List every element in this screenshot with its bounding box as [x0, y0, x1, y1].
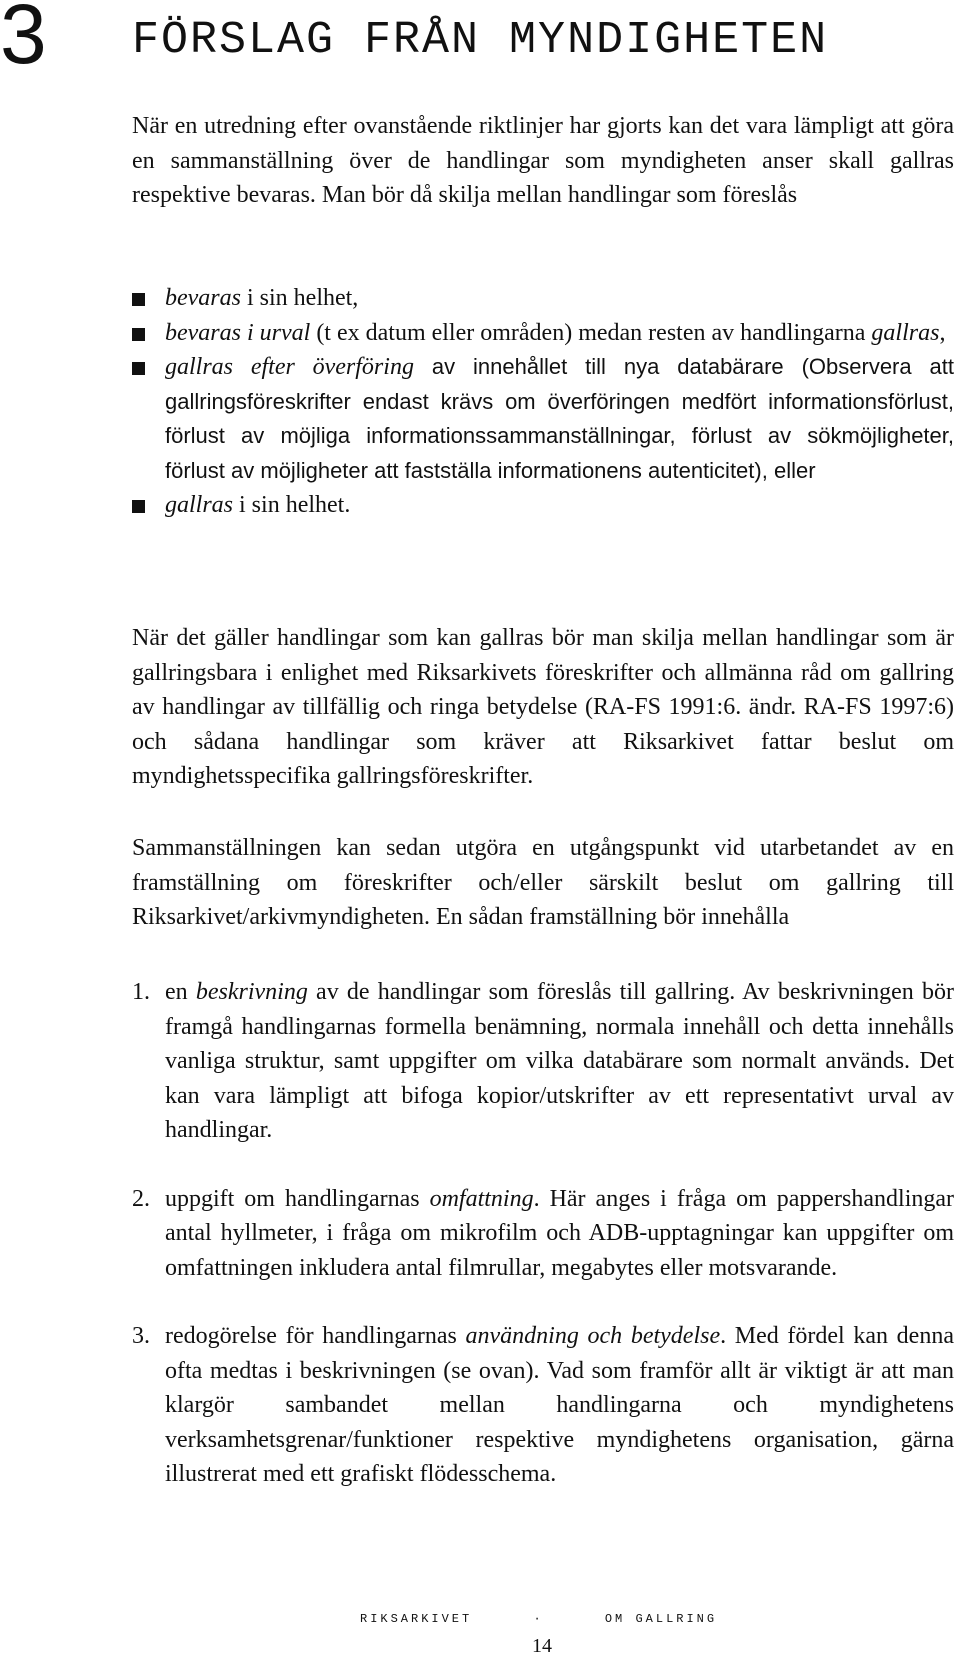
list-item: 3. redogörelse för handlingarnas användning och betydelse. Med fördel kan denna ofta medtas i beskrivningen (se ovan). Vad som framför allt är viktigt är att man klargör sambandet mellan handlingarna och myndighetens verksamhetsgrenar/funktioner respektive myndighetens organisation, gärna illustrerat med ett grafiskt flödesschema. — [132, 1319, 954, 1492]
footer-right: OM GALLRING — [604, 1612, 718, 1626]
list-item: gallras i sin helhet. — [132, 488, 954, 523]
chapter-number: 3 — [0, 0, 47, 81]
square-bullet-icon — [132, 293, 145, 306]
square-bullet-icon — [132, 500, 145, 513]
footer-left: RIKSARKIVET — [360, 1612, 473, 1626]
paragraph-2: När det gäller handlingar som kan gallras bör man skilja mellan handlingar som är gallringsbara i enlighet med Riksarkivets föreskrifter och allmänna råd om gallring av handlingar av tillfällig och ringa betydelse (RA-FS 1991:6. ändr. RA-FS 1997:6) och sådana handlingar som kräver att Riksarkivet fattar beslut om myndighetsspecifika gallringsföreskrifter. — [132, 625, 954, 789]
list-number: 2. — [132, 1185, 150, 1212]
list-item: bevaras i sin helhet, — [132, 281, 954, 316]
page-number: 14 — [532, 1635, 552, 1657]
list-number: 3. — [132, 1323, 150, 1349]
running-footer — [360, 1612, 717, 1626]
square-bullet-icon — [132, 362, 145, 375]
square-bullet-icon — [132, 328, 145, 341]
paragraph-3: Sammanställningen kan sedan utgöra en utgångspunkt vid utarbetandet av en framställning om föreskrifter och/eller särskilt beslut om gallring till Riksarkivet/arkivmyndigheten. En sådan framställning bör innehålla — [132, 835, 954, 930]
list-item: bevaras i urval (t ex datum eller områden) medan resten av handlingarna gallras, — [132, 316, 954, 351]
chapter-title: FÖRSLAG FRÅN MYNDIGHETEN — [132, 15, 829, 66]
list-item: 1. en beskrivning av de handlingar som föreslås till gallring. Av beskrivningen bör framgå handlingarnas formella benämning, normala innehåll och detta innehålls vanliga struktur, samt uppgifter om vilka databärare som normalt används. Det kan vara lämpligt att bifoga kopior/utskrifter av ett representativt urval av handlingar. — [132, 975, 954, 1148]
list-number: 1. — [132, 979, 150, 1005]
bullet-list — [132, 281, 954, 523]
list-item: 2. uppgift om handlingarnas omfattning. Här anges i fråga om pappershandlingar antal hyllmeter, i fråga om mikrofilm och ADB-upptagningar kan uppgifter om omfattningen inkludera antal filmrullar, megabytes eller motsvarande. — [132, 1182, 954, 1286]
intro-paragraph: När en utredning efter ovanstående riktlinjer har gjorts kan det vara lämpligt att göra en sammanställning över de handlingar som myndigheten anser skall gallras respektive bevaras. Man bör då skilja mellan handlingar som föreslås — [132, 113, 954, 208]
list-item: gallras efter överföring av innehållet till nya databärare (Observera att gallringsföreskrifter endast krävs om överföringen medfört informationsförlust, förlust av möjliga informationssammanställningar, förlust av sökmöjligheter, förlust av möjligheter att fastställa informationens autenticitet), eller — [132, 350, 954, 488]
footer-dot: · — [533, 1612, 544, 1626]
numbered-list — [132, 975, 954, 1526]
